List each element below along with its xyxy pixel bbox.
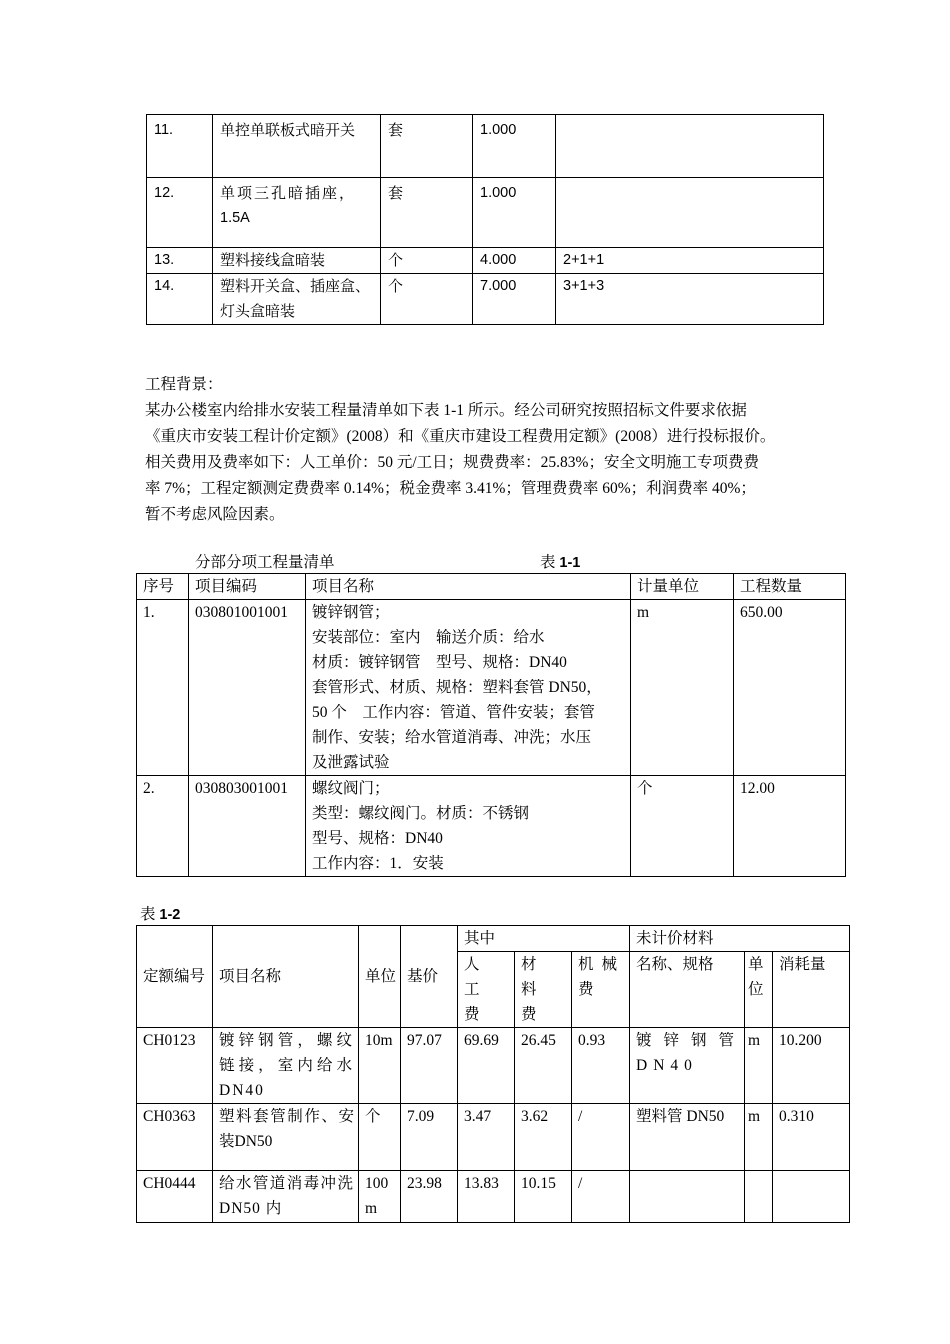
table1-caption: 分部分项工程量清单 [195, 554, 335, 571]
table-row [147, 274, 824, 325]
header-item-name: 项目名称 [213, 926, 359, 1028]
material-cost: 26.45 [515, 1028, 572, 1104]
unit2 [745, 1171, 773, 1223]
item-name: 给水管道消毒冲洗 DN50 内 [213, 1171, 359, 1223]
quantity: 1.000 [473, 178, 556, 248]
table1-label: 表 1-1 [540, 554, 581, 571]
header-quota-code: 定额编号 [137, 926, 213, 1028]
quantity: 7.000 [473, 274, 556, 325]
row-number: 12. [147, 178, 213, 248]
quantity: 650.00 [734, 600, 846, 776]
machine-cost: / [572, 1104, 630, 1171]
unit: 个 [381, 274, 473, 325]
header-material-cost: 材料费 [515, 952, 572, 1028]
unit: m [631, 600, 734, 776]
unit: 套 [381, 115, 473, 178]
header-of-which: 其中 [458, 926, 630, 952]
background-heading: 工程背景： [145, 376, 223, 393]
header-spec: 名称、规格 [630, 952, 745, 1028]
machine-cost: / [572, 1171, 630, 1223]
calculation: 3+1+3 [556, 274, 824, 325]
quantity: 12.00 [734, 776, 846, 877]
item-name: 塑料套管制作、安装DN50 [213, 1104, 359, 1171]
item-name: 塑料接线盒暗装 [213, 248, 381, 274]
table-header-row [137, 926, 850, 952]
material-spec: 镀锌钢管DN40 [630, 1028, 745, 1104]
project-background [145, 372, 835, 528]
quota-code: CH0363 [137, 1104, 213, 1171]
top-quantity-table [146, 114, 824, 325]
quota-code: CH0123 [137, 1028, 213, 1104]
column-header: 序号 [137, 574, 189, 600]
table-row [137, 1171, 850, 1223]
row-number: 11. [147, 115, 213, 178]
unit: 100m [359, 1171, 401, 1223]
header-base-price: 基价 [401, 926, 458, 1028]
unit: 10m [359, 1028, 401, 1104]
item-name: 镀锌钢管，螺纹链接，室内给水DN40 [213, 1028, 359, 1104]
table-row [137, 600, 846, 776]
base-price: 7.09 [401, 1104, 458, 1171]
unit: 套 [381, 178, 473, 248]
row-number: 2. [137, 776, 189, 877]
table-header-row [137, 574, 846, 600]
labor-cost: 3.47 [458, 1104, 515, 1171]
material-spec: 塑料管 DN50 [630, 1104, 745, 1171]
labor-cost: 69.69 [458, 1028, 515, 1104]
row-number: 13. [147, 248, 213, 274]
item-name: 单项三孔暗插座， 1.5A [213, 178, 381, 248]
quantity: 4.000 [473, 248, 556, 274]
calculation [556, 115, 824, 178]
item-description: 螺纹阀门； 类型：螺纹阀门。材质：不锈钢 型号、规格：DN40 工作内容：1．安装 [306, 776, 631, 877]
background-line: 率 7%；工程定额测定费费率 0.14%；税金费率 3.41%；管理费费率 60%；利润费率 40%； [145, 480, 756, 497]
background-line: 暂不考虑风险因素。 [145, 506, 285, 523]
header-labor-cost: 人工费 [458, 952, 515, 1028]
item-description: 镀锌钢管； 安装部位：室内 输送介质：给水 材质：镀锌钢管 型号、规格：DN40 套管形式、材质、规格：塑料套管 DN50， 50 个 工作内容：管道、管件安装；套管 制作、安装；给水管道消毒、冲洗；水压 及泄露试验 [306, 600, 631, 776]
unit2: m [745, 1104, 773, 1171]
base-price: 23.98 [401, 1171, 458, 1223]
column-header: 计量单位 [631, 574, 734, 600]
table-row [137, 1028, 850, 1104]
header-consumption: 消耗量 [773, 952, 850, 1028]
background-line: 《重庆市安装工程计价定额》(2008）和《重庆市建设工程费用定额》(2008）进行投标报价。 [145, 428, 776, 445]
material-spec [630, 1171, 745, 1223]
column-header: 工程数量 [734, 574, 846, 600]
item-name: 单控单联板式暗开关 [213, 115, 381, 178]
labor-cost: 13.83 [458, 1171, 515, 1223]
consumption [773, 1171, 850, 1223]
quantity: 1.000 [473, 115, 556, 178]
unit2: m [745, 1028, 773, 1104]
quota-table [136, 925, 850, 1223]
table2-label: 表 1-2 [140, 906, 181, 923]
table-row [137, 776, 846, 877]
quota-code: CH0444 [137, 1171, 213, 1223]
table-row [147, 248, 824, 274]
item-code: 030801001001 [189, 600, 306, 776]
column-header: 项目名称 [306, 574, 631, 600]
bill-of-quantities-table [136, 573, 846, 877]
consumption: 10.200 [773, 1028, 850, 1104]
base-price: 97.07 [401, 1028, 458, 1104]
table-row [137, 1104, 850, 1171]
consumption: 0.310 [773, 1104, 850, 1171]
calculation: 2+1+1 [556, 248, 824, 274]
header-unpriced-material: 未计价材料 [630, 926, 850, 952]
header-machine-cost: 机械费 [572, 952, 630, 1028]
item-name: 塑料开关盒、插座盒、 灯头盒暗装 [213, 274, 381, 325]
material-cost: 10.15 [515, 1171, 572, 1223]
row-number: 1. [137, 600, 189, 776]
background-line: 相关费用及费率如下：人工单价：50 元/工日；规费费率：25.83%；安全文明施工专项费费 [145, 454, 759, 471]
header-unit: 单位 [359, 926, 401, 1028]
table-row [147, 115, 824, 178]
material-cost: 3.62 [515, 1104, 572, 1171]
item-code: 030803001001 [189, 776, 306, 877]
unit: 个 [381, 248, 473, 274]
calculation [556, 178, 824, 248]
unit: 个 [359, 1104, 401, 1171]
unit: 个 [631, 776, 734, 877]
table-row [147, 178, 824, 248]
column-header: 项目编码 [189, 574, 306, 600]
header-unit2: 单位 [745, 952, 773, 1028]
row-number: 14. [147, 274, 213, 325]
machine-cost: 0.93 [572, 1028, 630, 1104]
background-line: 某办公楼室内给排水安装工程量清单如下表 1-1 所示。经公司研究按照招标文件要求依据 [145, 402, 747, 419]
